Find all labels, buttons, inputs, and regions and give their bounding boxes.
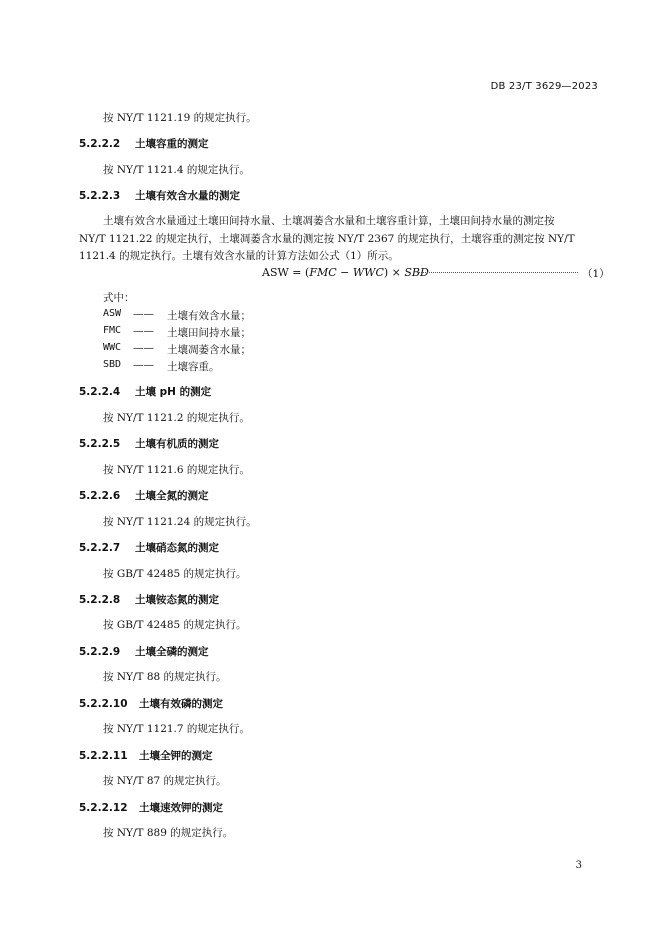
page-number: 3 xyxy=(575,860,582,871)
formula-term: WWC xyxy=(352,266,384,279)
section-title: 土壤容重的测定 xyxy=(135,138,209,150)
section-number: 5.2.2.4 xyxy=(79,386,121,398)
section-body: 按 GB/T 42485 的规定执行。 xyxy=(103,619,247,631)
variable-symbol: WWC xyxy=(103,342,122,353)
section-title: 土壤有机质的测定 xyxy=(135,438,219,450)
variable-symbol: ASW xyxy=(103,308,122,319)
section-title: 土壤铵态氮的测定 xyxy=(135,594,219,606)
formula xyxy=(262,266,429,279)
section-title: 土壤速效钾的测定 xyxy=(139,802,223,814)
section-number: 5.2.2.11 xyxy=(79,750,128,762)
variable-dash: —— xyxy=(133,342,154,354)
section-number: 5.2.2.7 xyxy=(79,542,121,554)
section-heading xyxy=(79,488,209,503)
formula-lhs: ASW xyxy=(262,266,289,279)
section-body: 按 GB/T 42485 的规定执行。 xyxy=(103,568,247,580)
variable-dash: —— xyxy=(133,359,154,371)
section-heading xyxy=(79,436,219,451)
section-heading xyxy=(79,748,213,763)
variable-symbol: FMC xyxy=(103,325,122,336)
section-title: 土壤全磷的测定 xyxy=(135,646,209,658)
formula-operator: = ( xyxy=(288,266,310,279)
section-title: 土壤硝态氮的测定 xyxy=(135,542,219,554)
section-number: 5.2.2.9 xyxy=(79,646,121,658)
section-body: 按 NY/T 88 的规定执行。 xyxy=(103,671,227,683)
section-number: 5.2.2.8 xyxy=(79,594,121,606)
equation-number: （1） xyxy=(582,268,610,280)
formula-operator: − xyxy=(336,266,353,279)
section-number: 5.2.2.5 xyxy=(79,438,121,450)
variable-dash: —— xyxy=(133,325,154,337)
section-title: 土壤有效磷的测定 xyxy=(139,698,223,710)
where-label: 式中： xyxy=(103,292,135,304)
document-code: DB 23/T 3629—2023 xyxy=(490,81,598,92)
variable-description: 土壤凋萎含水量； xyxy=(167,344,251,356)
section-title: 土壤有效含水量的测定 xyxy=(135,190,240,202)
variable-description: 土壤田间持水量； xyxy=(167,327,251,339)
section-title: 土壤全钾的测定 xyxy=(139,750,213,762)
section-title: 土壤全氮的测定 xyxy=(135,490,209,502)
formula-term: SBD xyxy=(404,266,429,279)
section-body: 按 NY/T 87 的规定执行。 xyxy=(103,775,227,787)
section-number: 5.2.2.2 xyxy=(79,138,121,150)
section-number: 5.2.2.12 xyxy=(79,802,128,814)
section-body: 按 NY/T 1121.2 的规定执行。 xyxy=(103,412,250,424)
section-heading xyxy=(79,188,240,203)
section-number: 5.2.2.3 xyxy=(79,190,121,202)
section-heading xyxy=(79,644,209,659)
section-body: 按 NY/T 1121.4 的规定执行。 xyxy=(103,164,250,176)
leader-dots xyxy=(418,272,578,273)
paragraph-line: 土壤有效含水量通过土壤田间持水量、土壤凋萎含水量和土壤容重计算，土壤田间持水量的测定按 xyxy=(103,215,555,227)
section-heading xyxy=(79,696,223,711)
section-heading xyxy=(79,592,219,607)
section-number: 5.2.2.6 xyxy=(79,490,121,502)
section-body: 按 NY/T 1121.6 的规定执行。 xyxy=(103,464,250,476)
section-heading xyxy=(79,540,219,555)
section-heading xyxy=(79,136,209,151)
formula-term: FMC xyxy=(309,266,337,279)
formula-operator: ) × xyxy=(383,266,405,279)
section-title: 土壤 pH 的测定 xyxy=(135,386,212,398)
section-body: 按 NY/T 1121.24 的规定执行。 xyxy=(103,516,257,528)
variable-description: 土壤容重。 xyxy=(167,361,220,373)
section-heading xyxy=(79,800,223,815)
section-heading xyxy=(79,384,211,399)
section-body: 按 NY/T 889 的规定执行。 xyxy=(103,827,234,839)
variable-dash: —— xyxy=(133,308,154,320)
intro-text: 按 NY/T 1121.19 的规定执行。 xyxy=(103,112,257,124)
section-number: 5.2.2.10 xyxy=(79,698,128,710)
variable-description: 土壤有效含水量； xyxy=(167,310,251,322)
variable-symbol: SBD xyxy=(103,359,122,370)
section-body: 按 NY/T 1121.7 的规定执行。 xyxy=(103,723,250,735)
paragraph-line: 1121.4 的规定执行。土壤有效含水量的计算方法如公式（1）所示。 xyxy=(79,250,399,262)
paragraph-line: NY/T 1121.22 的规定执行，土壤凋萎含水量的测定按 NY/T 2367 的规定执行，土壤容重的测定按 NY/T xyxy=(79,233,575,245)
